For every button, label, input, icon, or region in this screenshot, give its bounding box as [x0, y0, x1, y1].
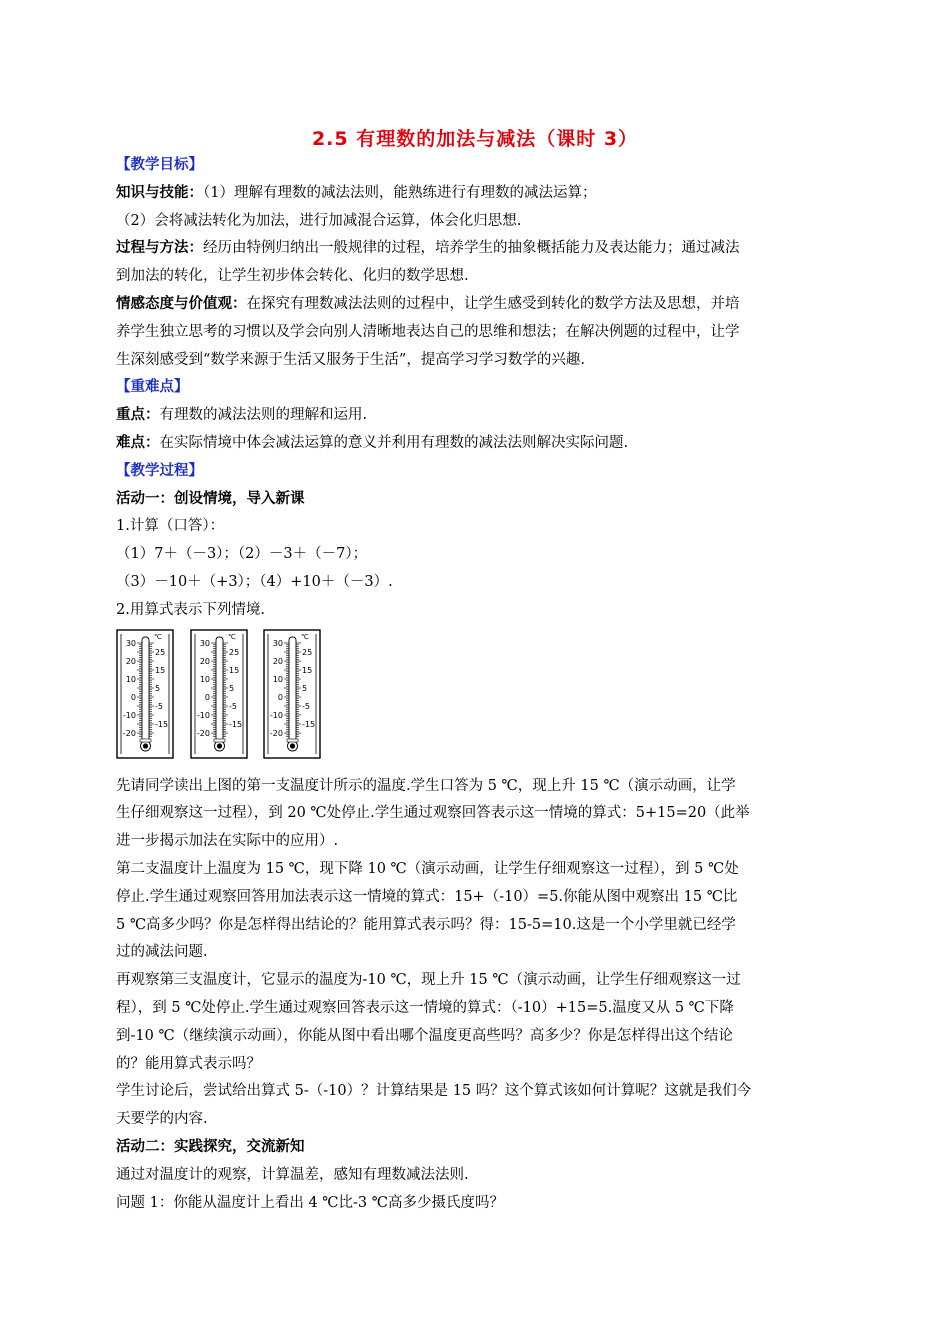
unit-label: ℃	[301, 632, 309, 641]
process-label: 过程与方法：	[116, 240, 203, 257]
activity2-heading: 活动二：实践探究，交流新知	[116, 1138, 305, 1155]
keypoints-header: 【重难点】	[116, 379, 189, 396]
tick-label-right: -5	[155, 701, 163, 711]
knowledge-line	[116, 180, 838, 208]
attitude-line	[116, 291, 838, 319]
activity2-line1: 通过对温度计的观察，计算温差，感知有理数减法法则.	[116, 1166, 469, 1183]
key-text: 有理数的减法法则的理解和运用.	[159, 407, 368, 424]
para1-line1: 先请同学读出上图的第一支温度计所示的温度.学生口答为 5 ℃，现上升 15 ℃（演示动画，让学	[116, 777, 736, 794]
tick-label-left: 0	[130, 692, 136, 702]
tick-label-right: 25	[155, 647, 166, 657]
para2-line3: 5 ℃高多少吗？你是怎样得出结论的？能用算式表示吗？得：15-5=10.这是一个小学里就已经学	[116, 916, 736, 933]
tick-label-right: 15	[155, 665, 166, 675]
unit-label: ℃	[154, 632, 162, 641]
tick-label-left: -20	[196, 728, 210, 738]
tick-label-right: -15	[229, 719, 243, 729]
tick-label-left: 20	[199, 656, 210, 666]
thermometer-figures	[116, 629, 838, 769]
para2-line1: 第二支温度计上温度为 15 ℃，现下降 10 ℃（演示动画，让学生仔细观察这一过程），到 5 ℃处	[116, 860, 739, 877]
question1-items-2: （3）－10＋（+3）；（4）+10＋（－3）.	[116, 573, 393, 590]
para1-line2: 生仔细观察这一过程），到 20 ℃处停止.学生通过观察回答表示这一情境的算式：5+15=20（此举	[116, 805, 750, 822]
tick-label-left: 20	[125, 656, 136, 666]
para3-line1: 再观察第三支温度计，它显示的温度为-10 ℃，现上升 15 ℃（演示动画，让学生仔细观察这一过	[116, 972, 741, 989]
knowledge-label: 知识与技能：	[116, 184, 203, 201]
process-header: 【教学过程】	[116, 462, 203, 479]
tick-label-right: 25	[302, 647, 313, 657]
attitude-label: 情感态度与价值观：	[116, 295, 247, 312]
knowledge-text: （1）理解有理数的减法法则，能熟练进行有理数的减法运算；	[203, 184, 597, 201]
tick-label-right: 15	[229, 665, 240, 675]
para1-line3: 进一步揭示加法在实际中的应用）.	[116, 833, 339, 850]
process-line	[116, 235, 838, 263]
tick-label-right: 25	[229, 647, 240, 657]
difficult-line	[116, 430, 838, 458]
para2-line4: 过的减法问题.	[116, 944, 208, 961]
process-text: 经历由特例归纳出一般规律的过程，培养学生的抽象概括能力及表达能力；通过减法	[203, 240, 740, 257]
para4-line2: 天要学的内容.	[116, 1111, 208, 1128]
para4-line1: 学生讨论后，尝试给出算式 5-（-10）？计算结果是 15 吗？这个算式该如何计算呢？这就是我们今	[116, 1083, 752, 1100]
difficult-label: 难点：	[116, 434, 160, 451]
tick-label-left: 10	[199, 674, 210, 684]
difficult-text: 在实际情境中体会减法运算的意义并利用有理数的减法法则解决实际问题.	[159, 434, 629, 451]
thermometer-3	[263, 629, 321, 759]
thermometer-tube	[216, 637, 223, 741]
para3-line3: 到-10 ℃（继续演示动画），你能从图中看出哪个温度更高些吗？高多少？你是怎样得出这个结论	[116, 1027, 733, 1044]
tick-label-left: -10	[196, 710, 210, 720]
tick-label-left: 20	[272, 656, 283, 666]
tick-label-left: -10	[269, 710, 283, 720]
question1-items-1: （1）7＋（－3）；（2）－3＋（－7）；	[116, 546, 368, 563]
tick-label-right: -5	[229, 701, 237, 711]
document-body	[116, 152, 838, 1217]
tick-label-left: 0	[277, 692, 283, 702]
attitude-text: 在探究有理数减法法则的过程中，让学生感受到转化的数学方法及思想，并培	[246, 295, 740, 312]
thermometer-tube	[142, 637, 149, 741]
tick-label-left: 30	[272, 638, 283, 648]
knowledge-line-2: （2）会将减法转化为加法，进行加减混合运算，体会化归思想.	[116, 212, 522, 229]
tick-label-left: -20	[269, 728, 283, 738]
para3-line4: 的？能用算式表示吗？	[116, 1055, 261, 1072]
activity1-heading: 活动一：创设情境，导入新课	[116, 490, 305, 507]
question2: 2.用算式表示下列情境.	[116, 601, 265, 618]
tick-label-right: -15	[155, 719, 169, 729]
activity2-question1: 问题 1：你能从温度计上看出 4 ℃比-3 ℃高多少摄氏度吗？	[116, 1194, 504, 1211]
page-title: 2.5 有理数的加法与减法（课时 3）	[311, 128, 639, 150]
key-line	[116, 402, 838, 430]
tick-label-right: 5	[155, 683, 161, 693]
thermometer-2	[190, 629, 248, 759]
tick-label-right: 5	[302, 683, 308, 693]
key-label: 重点：	[116, 407, 160, 424]
tick-label-left: 10	[125, 674, 136, 684]
unit-label: ℃	[228, 632, 236, 641]
tick-label-left: -20	[122, 728, 136, 738]
tick-label-right: 5	[229, 683, 235, 693]
thermometer-tube	[289, 637, 296, 741]
attitude-line-2: 养学生独立思考的习惯以及学会向别人清晰地表达自己的思维和想法；在解决例题的过程中，让学	[116, 323, 740, 340]
tick-label-left: 10	[272, 674, 283, 684]
thermometer-1	[116, 629, 174, 759]
tick-label-left: 0	[204, 692, 210, 702]
tick-label-left: 30	[199, 638, 210, 648]
para2-line2: 停止.学生通过观察回答用加法表示这一情境的算式：15+（-10）=5.你能从图中观察出 15 ℃比	[116, 888, 738, 905]
para3-line2: 程），到 5 ℃处停止.学生通过观察回答表示这一情境的算式：（-10）+15=5.温度又从 5 ℃下降	[116, 999, 734, 1016]
tick-label-right: 15	[302, 665, 313, 675]
objectives-header: 【教学目标】	[116, 157, 203, 173]
tick-label-right: -5	[302, 701, 310, 711]
tick-label-left: 30	[125, 638, 136, 648]
question1: 1.计算（口答）：	[116, 518, 225, 535]
attitude-line-3: 生深刻感受到“数学来源于生活又服务于生活”，提高学习学习数学的兴趣.	[116, 351, 585, 368]
process-line-2: 到加法的转化，让学生初步体会转化、化归的数学思想.	[116, 268, 469, 285]
tick-label-left: -10	[122, 710, 136, 720]
tick-label-right: -15	[302, 719, 316, 729]
